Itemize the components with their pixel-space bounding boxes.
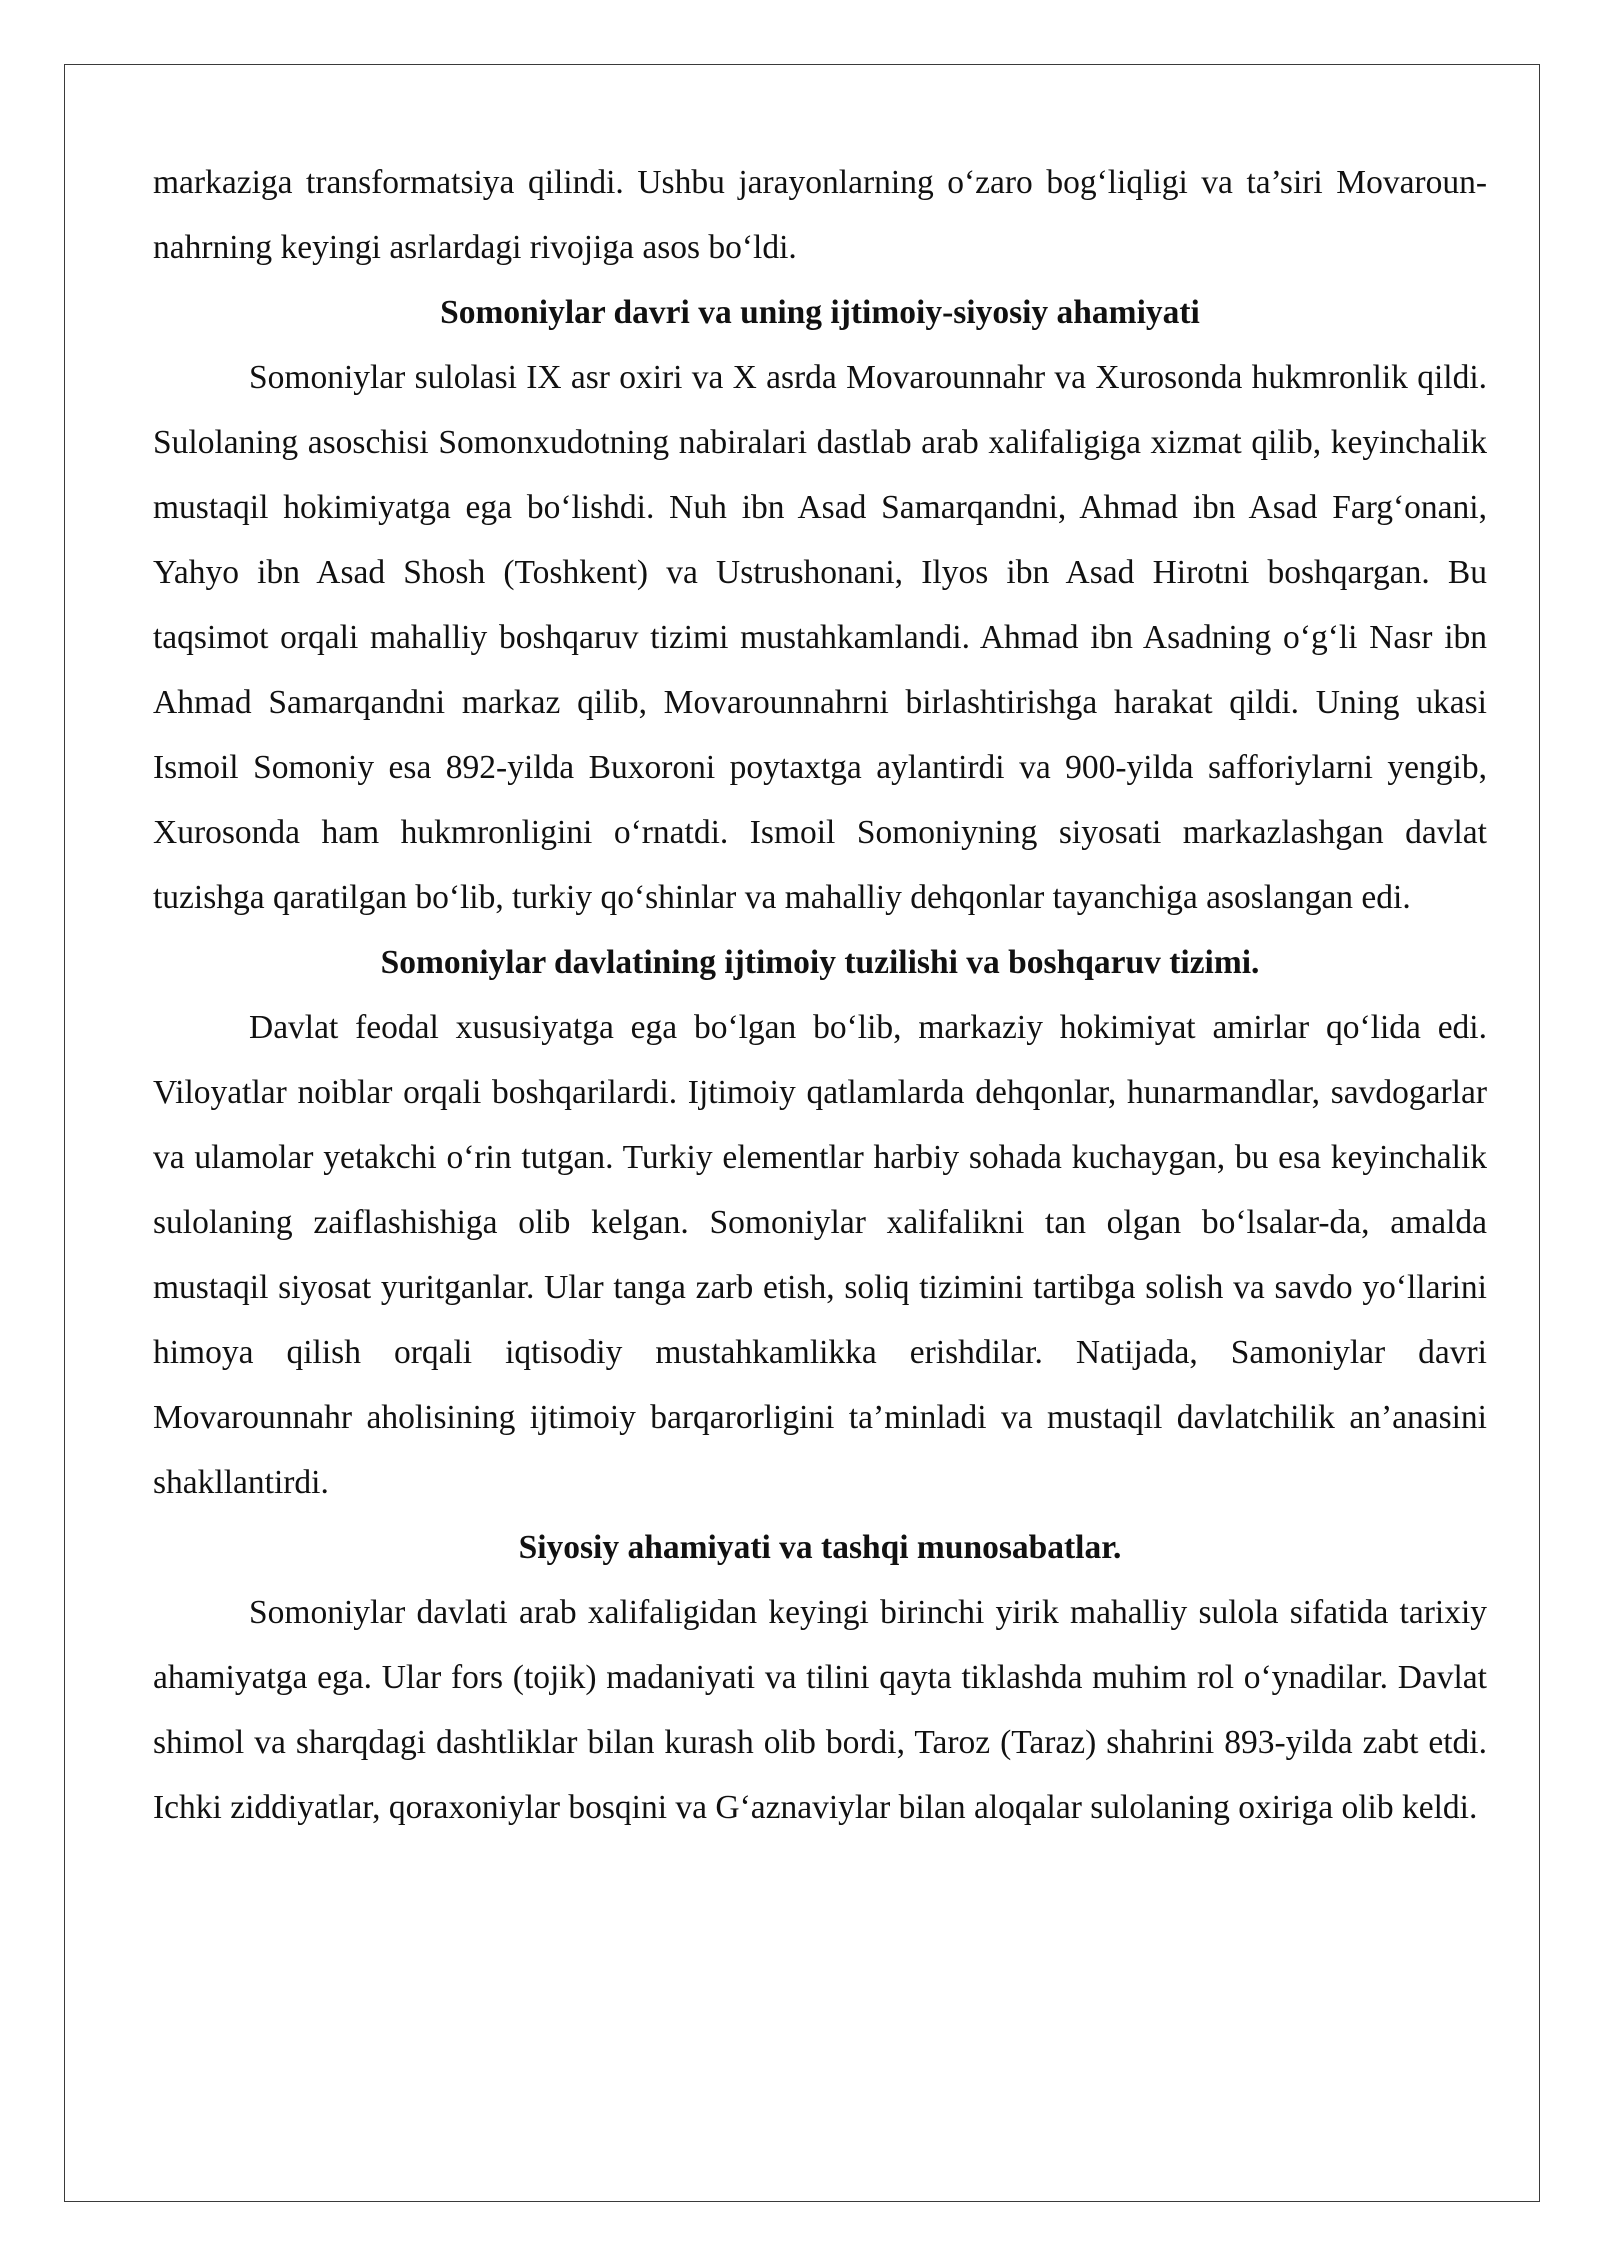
paragraph-intro-continuation: markaziga transformatsiya qilindi. Ushbu jarayonlarning o‘zaro bog‘liqligi va ta’siri Movarounnahrning keyingi asrlardagi rivojiga asos bo‘ldi.	[153, 164, 1487, 266]
paragraph-davlat-feodal: Davlat feodal xususiyatga ega bo‘lgan bo‘lib, markaziy hokimiyat amirlar qo‘lida edi. Viloyatlar noiblar orqali boshqarilardi. Ijtimoiy qatlamlarda dehqonlar, hunarmandlar, savdogarlar va ulamolar yetakchi o‘rin tutgan. Turkiy elementlar harbiy sohada kuchaygan, bu esa keyinchalik sulolaning zaiflashishiga olib kelgan. Somoniylar xalifalikni tan olgan bo‘lsalar-da, amalda mustaqil siyosat yuritganlar. Ular tanga zarb etish, soliq tizimini tartibga solish va savdo yo‘llarini himoya qilish orqali iqtisodiy mustahkamlikka erishdilar. Natijada, Samoniylar davri Movarounnahr aholisining ijtimoiy barqarorligini ta’minladi va mustaqil davlatchilik an’anasini shakllantirdi.	[153, 1009, 1487, 1501]
document-body	[153, 150, 1487, 1840]
section-heading-ijtimoiy-tuzilishi: Somoniylar davlatining ijtimoiy tuzilishi va boshqaruv tizimi.	[380, 944, 1260, 981]
section-heading-somoniylar-davri: Somoniylar davri va uning ijtimoiy-siyosiy ahamiyati	[440, 294, 1200, 331]
paragraph-somoniylar-sulolasi: Somoniylar sulolasi IX asr oxiri va X asrda Movarounnahr va Xurosonda hukmronlik qildi. Sulolaning asoschisi Somonxudotning nabiralari dastlab arab xalifaligiga xizmat qilib, keyinchalik mustaqil hokimiyatga ega bo‘lishdi. Nuh ibn Asad Samarqandni, Ahmad ibn Asad Farg‘onani, Yahyo ibn Asad Shosh (Toshkent) va Ustrushonani, Ilyos ibn Asad Hirotni boshqargan. Bu taqsimot orqali mahalliy boshqaruv tizimi mustahkamlandi. Ahmad ibn Asadning o‘g‘li Nasr ibn Ahmad Samarqandni markaz qilib, Movarounnahrni birlashtirishga harakat qildi. Uning ukasi Ismoil Somoniy esa 892-yilda Buxoroni poytaxtga aylantirdi va 900-yilda safforiylarni yengib, Xurosonda ham hukmronligini o‘rnatdi. Ismoil Somoniyning siyosati markazlashgan davlat tuzishga qaratilgan bo‘lib, turkiy qo‘shinlar va mahalliy dehqonlar tayanchiga asoslangan edi.	[153, 359, 1487, 916]
paragraph-somoniylar-davlati: Somoniylar davlati arab xalifaligidan keyingi birinchi yirik mahalliy sulola sifatida tarixiy ahamiyatga ega. Ular fors (tojik) madaniyati va tilini qayta tiklashda muhim rol o‘ynadilar. Davlat shimol va sharqdagi dashtliklar bilan kurash olib bordi, Taroz (Taraz) shahrini 893-yilda zabt etdi. Ichki ziddiyatlar, qoraxoniylar bosqini va G‘aznaviylar bilan aloqalar sulolaning oxiriga olib keldi.	[153, 1594, 1487, 1826]
section-heading-siyosiy-ahamiyati: Siyosiy ahamiyati va tashqi munosabatlar.	[518, 1529, 1122, 1566]
